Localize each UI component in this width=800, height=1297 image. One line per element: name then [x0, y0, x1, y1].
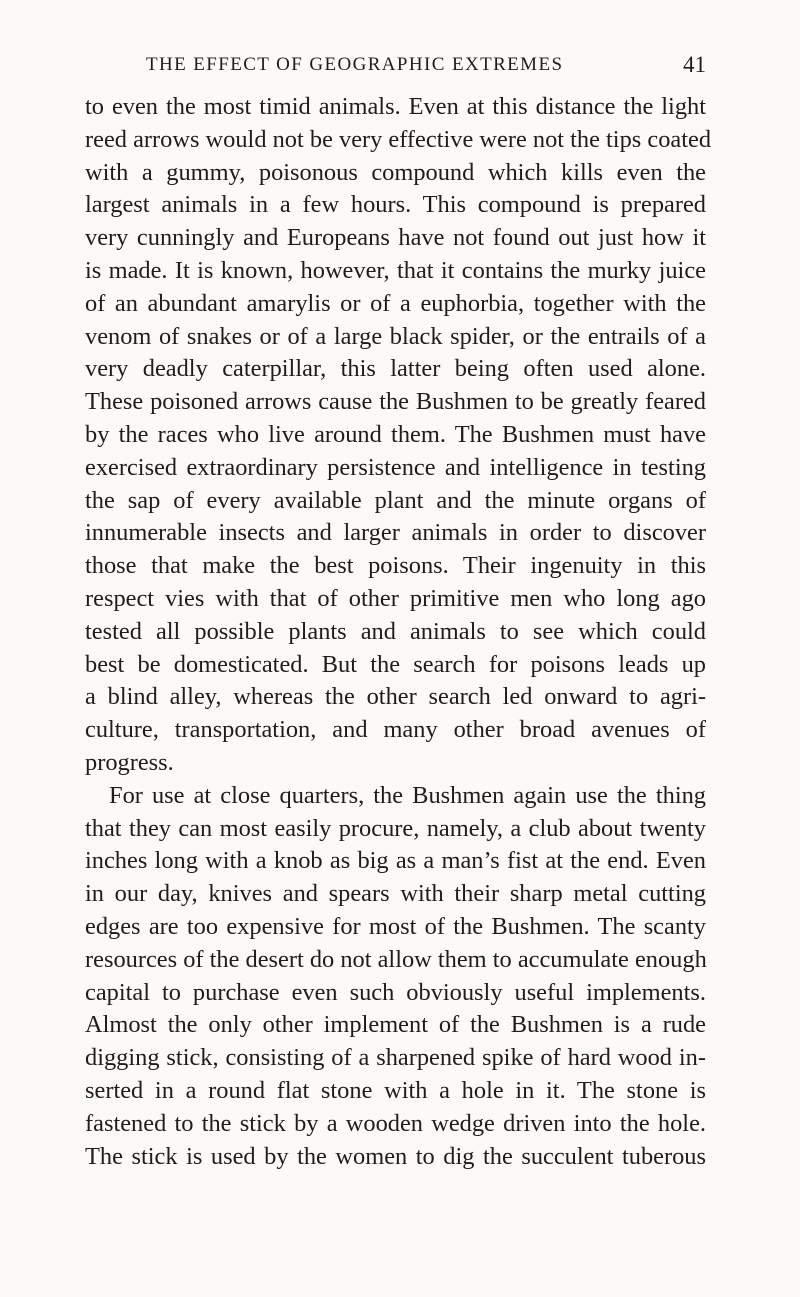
text-line: For use at close quarters, the Bushmen again use the thing — [109, 781, 706, 809]
text-line: venom of snakes or of a large black spider, or the entrails of a — [85, 322, 706, 350]
text-line: best be domesticated. But the search for poisons leads up — [85, 650, 706, 678]
text-line: serted in a round flat stone with a hole in it. The stone is — [85, 1076, 706, 1104]
text-line: capital to purchase even such obviously useful implements. — [85, 978, 706, 1006]
paragraph-1 — [85, 91, 712, 780]
text-line: respect vies with that of other primitive men who long ago — [85, 584, 706, 612]
text-line: progress. — [85, 748, 174, 776]
text-line: inches long with a knob as big as a man’s fist at the end. Even — [85, 847, 706, 875]
text-line: resources of the desert do not allow them to accumulate enough — [85, 945, 707, 973]
paragraph-2 — [85, 780, 706, 1174]
text-line: reed arrows would not be very effective were not the tips coated — [85, 125, 712, 153]
text-line: that they can most easily procure, namely, a club about twenty — [85, 814, 706, 842]
text-line: The stick is used by the women to dig the succulent tuberous — [85, 1142, 706, 1170]
text-line: exercised extraordinary persistence and intelligence in testing — [85, 453, 706, 481]
running-head: THE EFFECT OF GEOGRAPHIC EXTREMES — [146, 54, 564, 75]
text-line: is made. It is known, however, that it contains the murky juice — [85, 256, 706, 284]
text-line: very deadly caterpillar, this latter being often used alone. — [85, 355, 706, 383]
text-line: in our day, knives and spears with their sharp metal cutting — [85, 880, 706, 908]
page-header — [146, 54, 706, 80]
text-line: fastened to the stick by a wooden wedge driven into the hole. — [85, 1109, 706, 1137]
text-line: largest animals in a few hours. This compound is prepared — [85, 191, 706, 219]
text-line: digging stick, consisting of a sharpened spike of hard wood in- — [85, 1044, 706, 1072]
text-line: edges are too expensive for most of the Bushmen. The scanty — [85, 912, 706, 940]
text-line: to even the most timid animals. Even at this distance the light — [85, 93, 706, 120]
text-line: the sap of every available plant and the minute organs of — [85, 486, 706, 514]
text-line: very cunningly and Europeans have not found out just how it — [85, 224, 706, 252]
text-line: innumerable insects and larger animals in order to discover — [85, 519, 706, 547]
text-line: a blind alley, whereas the other search led onward to agri- — [85, 683, 706, 711]
text-line: those that make the best poisons. Their ingenuity in this — [85, 552, 706, 580]
body-text — [85, 91, 712, 1173]
text-line: with a gummy, poisonous compound which kills even the — [85, 158, 706, 186]
text-line: by the races who live around them. The Bushmen must have — [85, 420, 706, 448]
text-line: These poisoned arrows cause the Bushmen to be greatly feared — [85, 388, 706, 416]
text-line: Almost the only other implement of the Bushmen is a rude — [85, 1011, 706, 1039]
text-line: of an abundant amarylis or of a euphorbia, together with the — [85, 289, 706, 317]
page-number: 41 — [683, 52, 706, 77]
text-line: culture, transportation, and many other broad avenues of — [85, 716, 706, 744]
text-line: tested all possible plants and animals to see which could — [85, 617, 706, 645]
